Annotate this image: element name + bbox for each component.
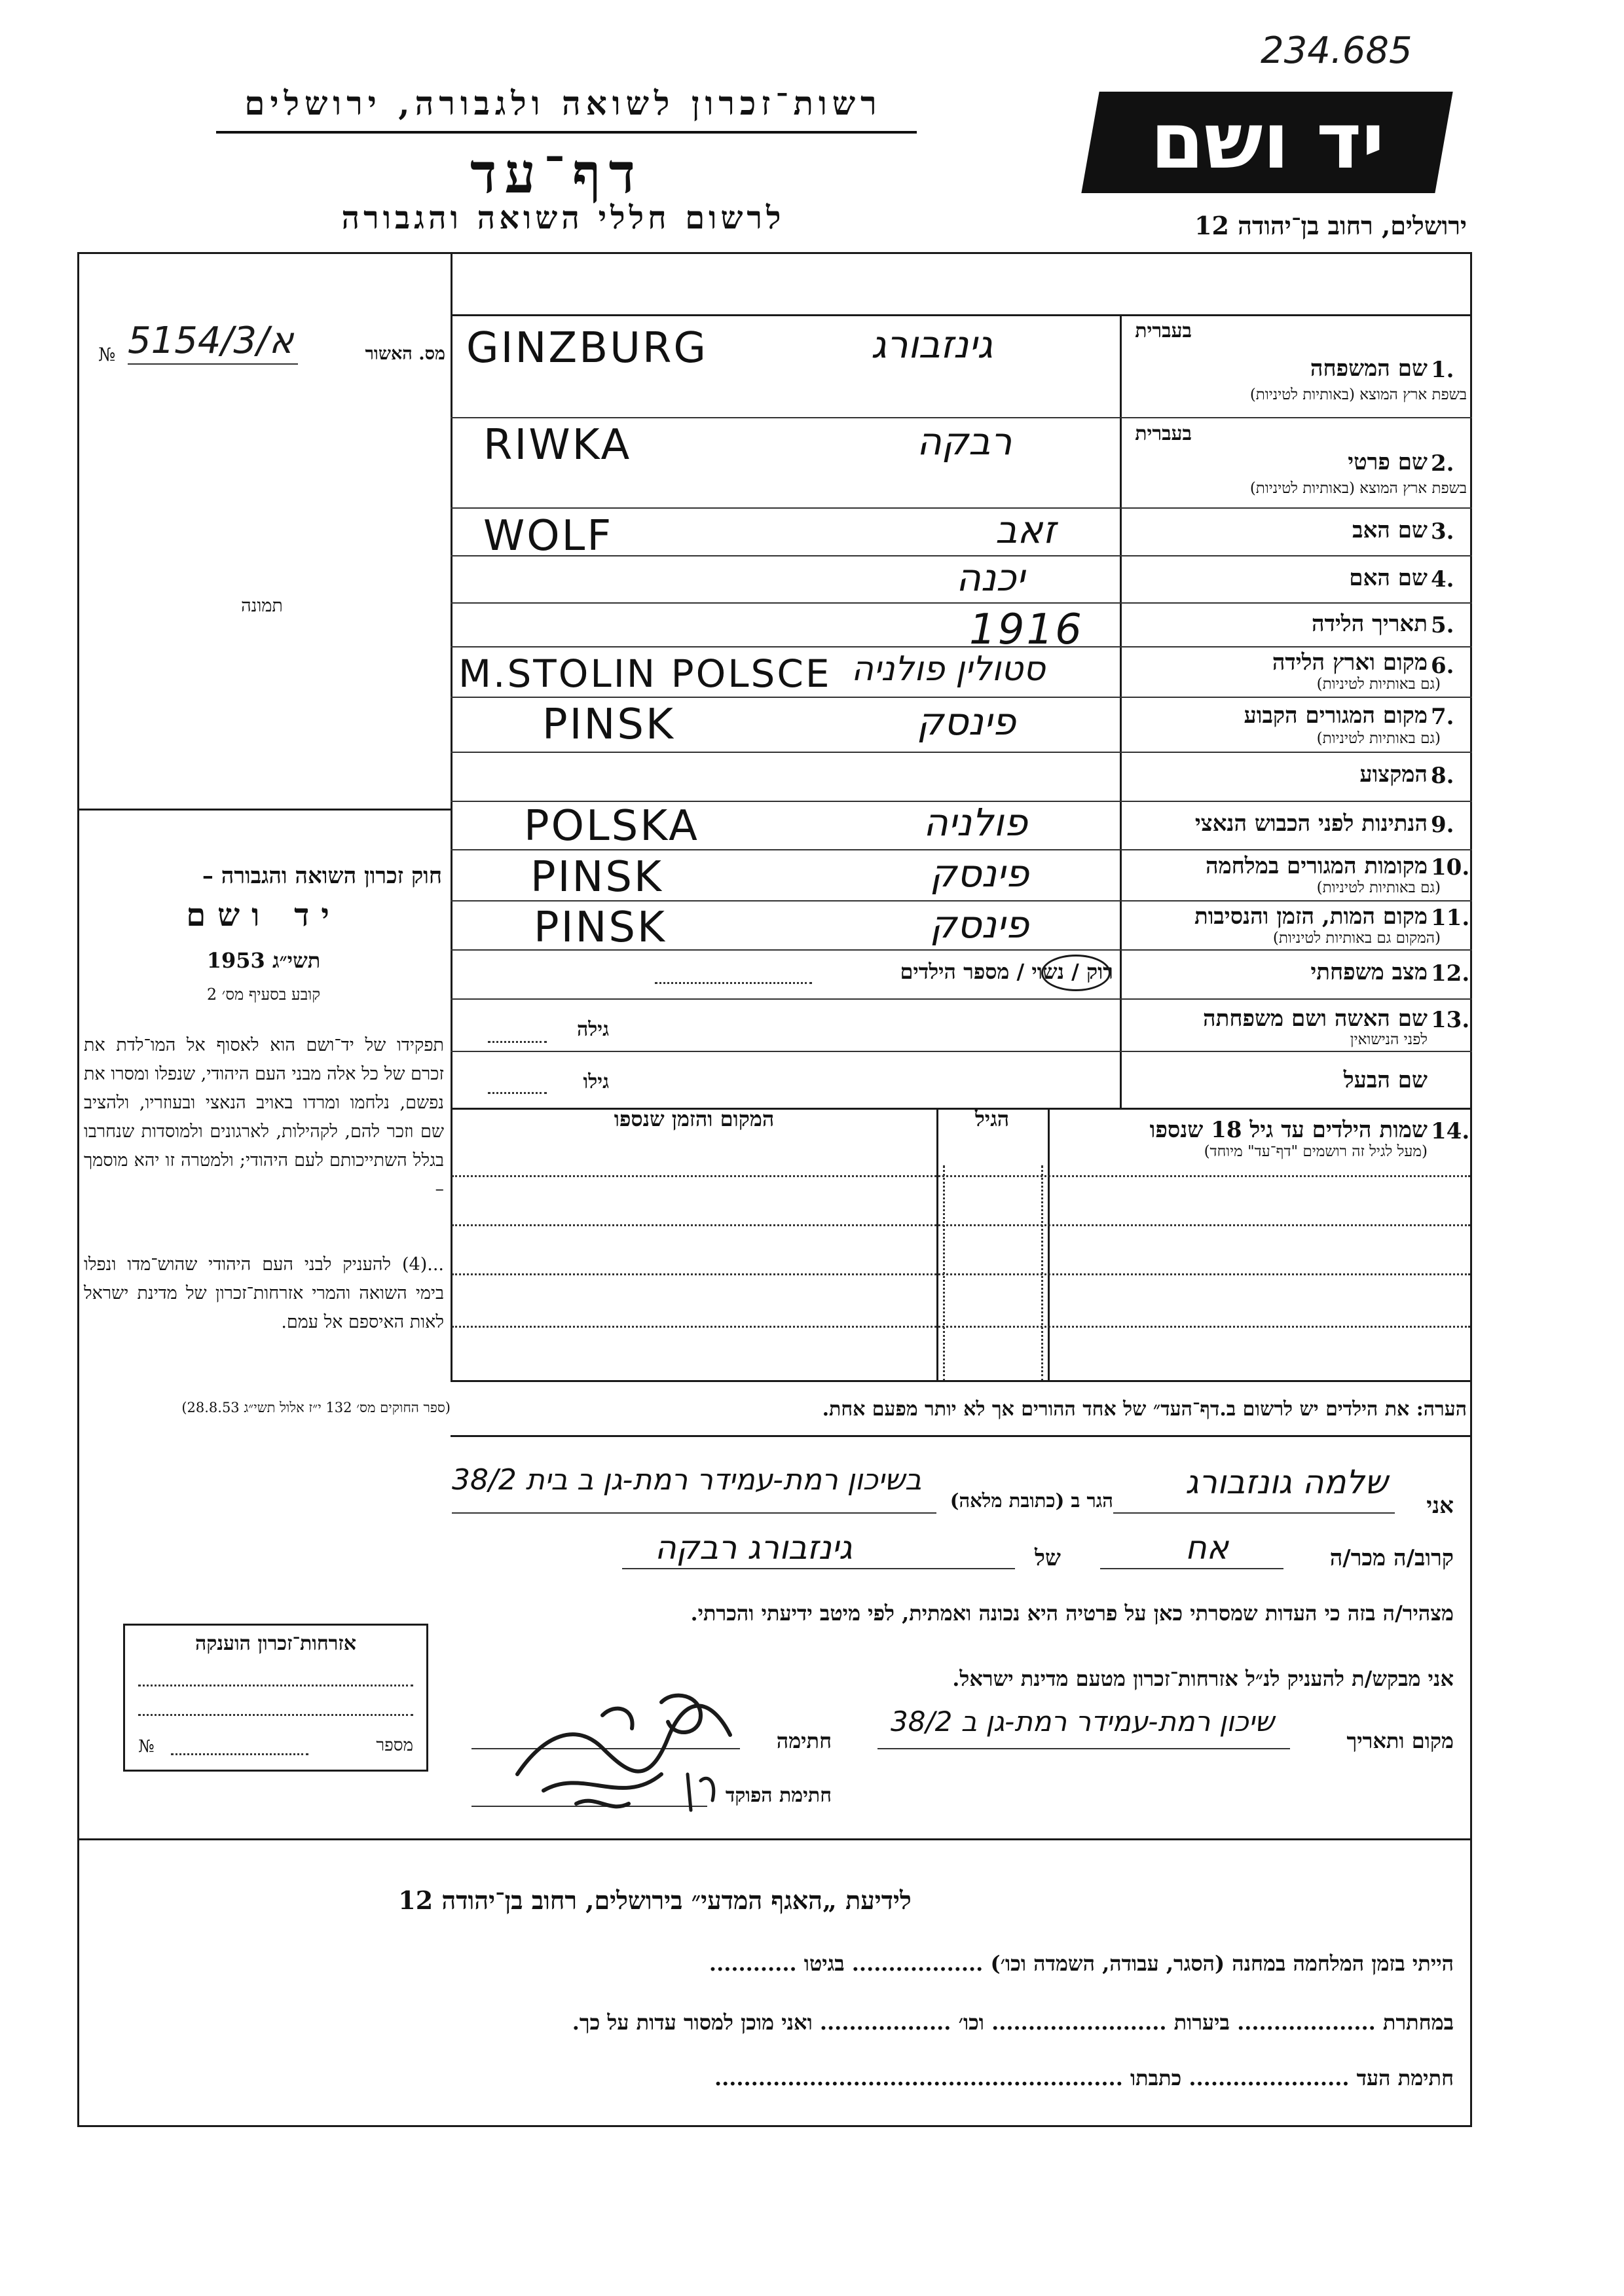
row-sep [451,752,1472,753]
field-2-number: 2. [1431,450,1454,477]
law-paragraph: תפקידו של יד־ושם הוא לאסוף אל המו־לדת את זכרם של כל אלה מבני העם היהודי, שנפלו ומסרו את נפשם, נלחמו ומרדו באויב הנאצי ובעוזריו, ולהציב שם וזכר להם, לקהילות, לארגונים ולמוסדות שנחרבו בגלל השתייכותם לעם היהודי; ולמטרה זו יהא מוסמך – [84,1035,444,1199]
field-11-number: 11. [1431,905,1470,931]
row-sep [451,417,1472,418]
header-rule [216,131,917,134]
form-subtitle: לרשום חללי השואה והגבורה [341,200,785,236]
info-line-1: הייתי בזמן המלחמה במחנה (הסגר, עבודה, השמדה וכו׳) .................. בגיטו ............ [709,1951,1454,1976]
children-row-line [452,1224,1470,1226]
field-3-label: שם האב [1352,517,1428,543]
row-sep [451,998,1472,1000]
of-label: של [1035,1545,1061,1571]
citizenship-box-title: אזרחות־זכרון הוענקה [194,1632,357,1655]
field-11-label: מקום המות, הזמן והנסיבות [1194,903,1428,930]
wife-age-label: גילה [576,1018,609,1041]
citizenship-number-line [171,1753,308,1755]
field-4-number: 4. [1431,566,1454,592]
father-name-latin: WOLF [483,512,614,560]
surname-latin: GINZBURG [466,324,708,373]
frame-left [77,252,79,2127]
birthplace-hebrew: סטולין פולניה [851,649,1046,689]
archive-number: 234.685 [1261,29,1412,72]
place-date-line [877,1748,1290,1749]
field-5-label: תאריך הלידה [1311,611,1428,637]
death-place-latin: PINSK [534,903,667,952]
husband-age-label: גילו [583,1070,609,1093]
children-age-header: הגיל [974,1106,1010,1131]
place-date-value: שיכון רמת-עמידר רמת-גן ב 38/2 [891,1705,1274,1738]
field-3-number: 3. [1431,519,1454,545]
signature-label: חתימה [776,1728,832,1753]
children-count-line [655,982,812,984]
field-10-sub: (גם באותיות לטיניות) [1316,879,1441,896]
children-col-div [1048,1108,1050,1381]
declaration-text: מצהיר/ה בזה כי העדות שמסרתי כאן על פרטיה היא נכונה ואמתית, לפי מיטב ידיעתי והכרתי. [690,1601,1454,1626]
yad-vashem-logo [1081,92,1452,193]
address-line [452,1512,936,1514]
info-rule [77,1838,1472,1840]
logo-text: יד ושם [1150,96,1385,186]
field-8-label: המקצוע [1359,761,1428,788]
subject-line [622,1568,1015,1569]
residence-hebrew: פינסק [917,699,1016,744]
citizenship-box [123,1624,428,1772]
declarant-i-label: אני [1426,1493,1454,1519]
resides-label: הגר ב (כתובת מלאה) [950,1489,1113,1512]
family-status-options: רוק / נשוי / מספר הילדים [900,959,1113,984]
law-clause: ...(4) להעניק לבני העם היהודי שהוש־מדו ונפלו בימי השואה והמרי אזרחות־זכרון של מדינת ישראל לאות האיספם אל עמם. [84,1254,444,1332]
law-year: תשי״ג 1953 [206,948,321,973]
relation-value: אח [1185,1529,1229,1567]
left-column-divider [451,252,452,1381]
field-10-label: מקומות המגורים במלחמה [1205,853,1428,879]
row-sep [451,1051,1472,1052]
citizenship-hebrew: פולניה [923,800,1028,845]
children-place-header: המקום והזמן שנספו [614,1106,775,1131]
info-line-2: במחתרת ................... ביערות ........................ וכו׳ .................. ואני מוכן למסור עדות על כך. [572,2010,1454,2035]
field-6-label: מקום וארץ הלידה [1272,649,1428,676]
residence-latin: PINSK [542,701,675,749]
field-10-number: 10. [1431,854,1470,881]
row-sep [451,697,1472,698]
birthplace-latin: M.STOLIN POLSCE [458,651,832,696]
header-address: ירושלים, רחוב בן־יהודה 12 [1194,211,1467,240]
relation-line [1100,1568,1283,1569]
law-section: קובע בסעיף מס׳ 2 [206,985,321,1004]
subject-name: גינזבורג רבקה [655,1529,853,1567]
wife-age-line [488,1041,547,1043]
given-name-hebrew: רבקה [917,419,1012,464]
approval-number: א/5154/3 [128,319,294,362]
field-2-sub: בשפת ארץ המוצא (באותיות לטיניות) [1249,480,1467,497]
birth-date: 1916 [969,606,1084,654]
field-7-label: מקום המגורים הקבוע [1244,702,1428,729]
field-13-label: שם האשה ושם משפחתה [1203,1006,1428,1032]
field-12-label: מצב משפחתי [1310,959,1428,985]
children-row-line [452,1175,1470,1177]
death-place-hebrew: פינסק [930,902,1029,947]
field-6-number: 6. [1431,653,1454,679]
field-7-sub: (גם באותיות לטיניות) [1316,730,1441,747]
wartime-residence-hebrew: פינסק [930,851,1029,896]
row-sep [451,602,1472,604]
field-2-label: שם פרטי [1348,449,1428,475]
top-row-rule [451,314,1472,316]
field-14-sub: (מעל לגיל זה רושמים "דף־עד" מיוחד) [1204,1143,1428,1160]
citizenship-line [138,1685,413,1686]
field-5-number: 5. [1431,612,1454,638]
field-11-sub: (המקום גם באותיות לטיניות) [1272,930,1441,947]
in-hebrew-label-1: בעברית [1135,319,1192,342]
declarant-name-line [1113,1512,1395,1514]
field-8-number: 8. [1431,763,1454,789]
info-line-3: חתימת העד ...................... כתבתו ........................................................ [714,2066,1454,2090]
approval-underline [128,363,298,365]
note-text: הערה: את הילדים יש לרשום ב.דף־העד״ של אחד ההורים אך לא יותר מפעם אחת. [822,1398,1467,1421]
photo-box-bottom [77,809,452,811]
children-row-line [452,1326,1470,1328]
frame-top [77,252,1472,254]
citizenship-no-symbol: № [138,1737,155,1757]
row-sep [451,507,1472,509]
note-rule-bottom [451,1435,1472,1437]
place-date-label: מקום ותאריך [1346,1728,1454,1753]
field-1-sub: בשפת ארץ המוצא (באותיות לטיניות) [1249,386,1467,403]
father-name-hebrew: זאב [995,507,1056,552]
law-name: יד ושם [186,897,341,934]
field-13-sub: לפני הנישואין [1350,1031,1428,1048]
citizenship-line [138,1714,413,1716]
law-gazette: (ספר החוקים מס׳ 132 י״ז אלול תשי״ג 28.8.53) [181,1400,451,1415]
children-col-div [936,1108,938,1381]
approval-no-symbol: № [98,344,116,365]
surname-hebrew: גינזבורג [871,322,993,367]
field-7-number: 7. [1431,704,1454,730]
field-1-label: שם המשפחה [1310,355,1428,382]
children-col-line [1041,1165,1043,1381]
note-rule-top [451,1380,1472,1382]
field-9-number: 9. [1431,812,1454,838]
field-9-label: הנתינות לפני הכבוש הנאצי [1194,811,1428,837]
approval-label: מס. האשור [365,344,445,364]
field-13-number: 13. [1431,1007,1470,1033]
children-row-line [452,1273,1470,1275]
law-title: חוק זכרון השואה והגבורה – [202,863,442,889]
field-1-number: 1. [1431,357,1454,383]
husband-label: שם הבעל [1343,1067,1428,1093]
frame-bottom [77,2125,1472,2127]
field-14-label: שמות הילדים עד גיל 18 שנספו [1149,1117,1428,1143]
frame-right [1470,252,1472,2127]
children-col-line [943,1165,945,1381]
mother-name-hebrew: יכנה [956,555,1025,600]
field-4-label: שם האם [1349,565,1428,591]
wartime-residence-latin: PINSK [530,853,663,902]
declarant-signature [504,1676,753,1827]
declarant-address: בשיכון רמת-עמידר רמת-גן ב בית 38/2 [452,1463,922,1497]
row-sep [451,646,1472,647]
husband-age-line [488,1092,547,1094]
relative-label: קרוב/ה מכר/ה [1329,1545,1454,1571]
field-12-number: 12. [1431,960,1470,987]
field-6-sub: (גם באותיות לטיניות) [1316,676,1441,693]
info-title: לידיעת „האגף המדעי״ בירושלים, רחוב בן־יהודה 12 [398,1886,912,1915]
label-column-divider [1120,314,1122,1110]
form-title: דף־עד [470,141,643,206]
citizenship-number-label: מספר [376,1736,413,1755]
official-signature-label: חתימת הפוקד [725,1784,832,1807]
photo-label: תמונה [241,596,283,616]
declarant-name: שלמה גונזבורג [1185,1463,1388,1501]
request-text: אני מבקש/ת להעניק לנ״ל אזרחות־זכרון מטעם מדינת ישראל. [952,1666,1454,1691]
field-14-number: 14. [1431,1118,1470,1144]
in-hebrew-label-2: בעברית [1135,422,1192,445]
institution-name: רשות־זכרון לשואה ולגבורה, ירושלים [244,84,882,122]
given-name-latin: RIWKA [483,421,632,469]
single-circled-mark [1041,955,1111,991]
citizenship-latin: POLSKA [524,802,699,850]
